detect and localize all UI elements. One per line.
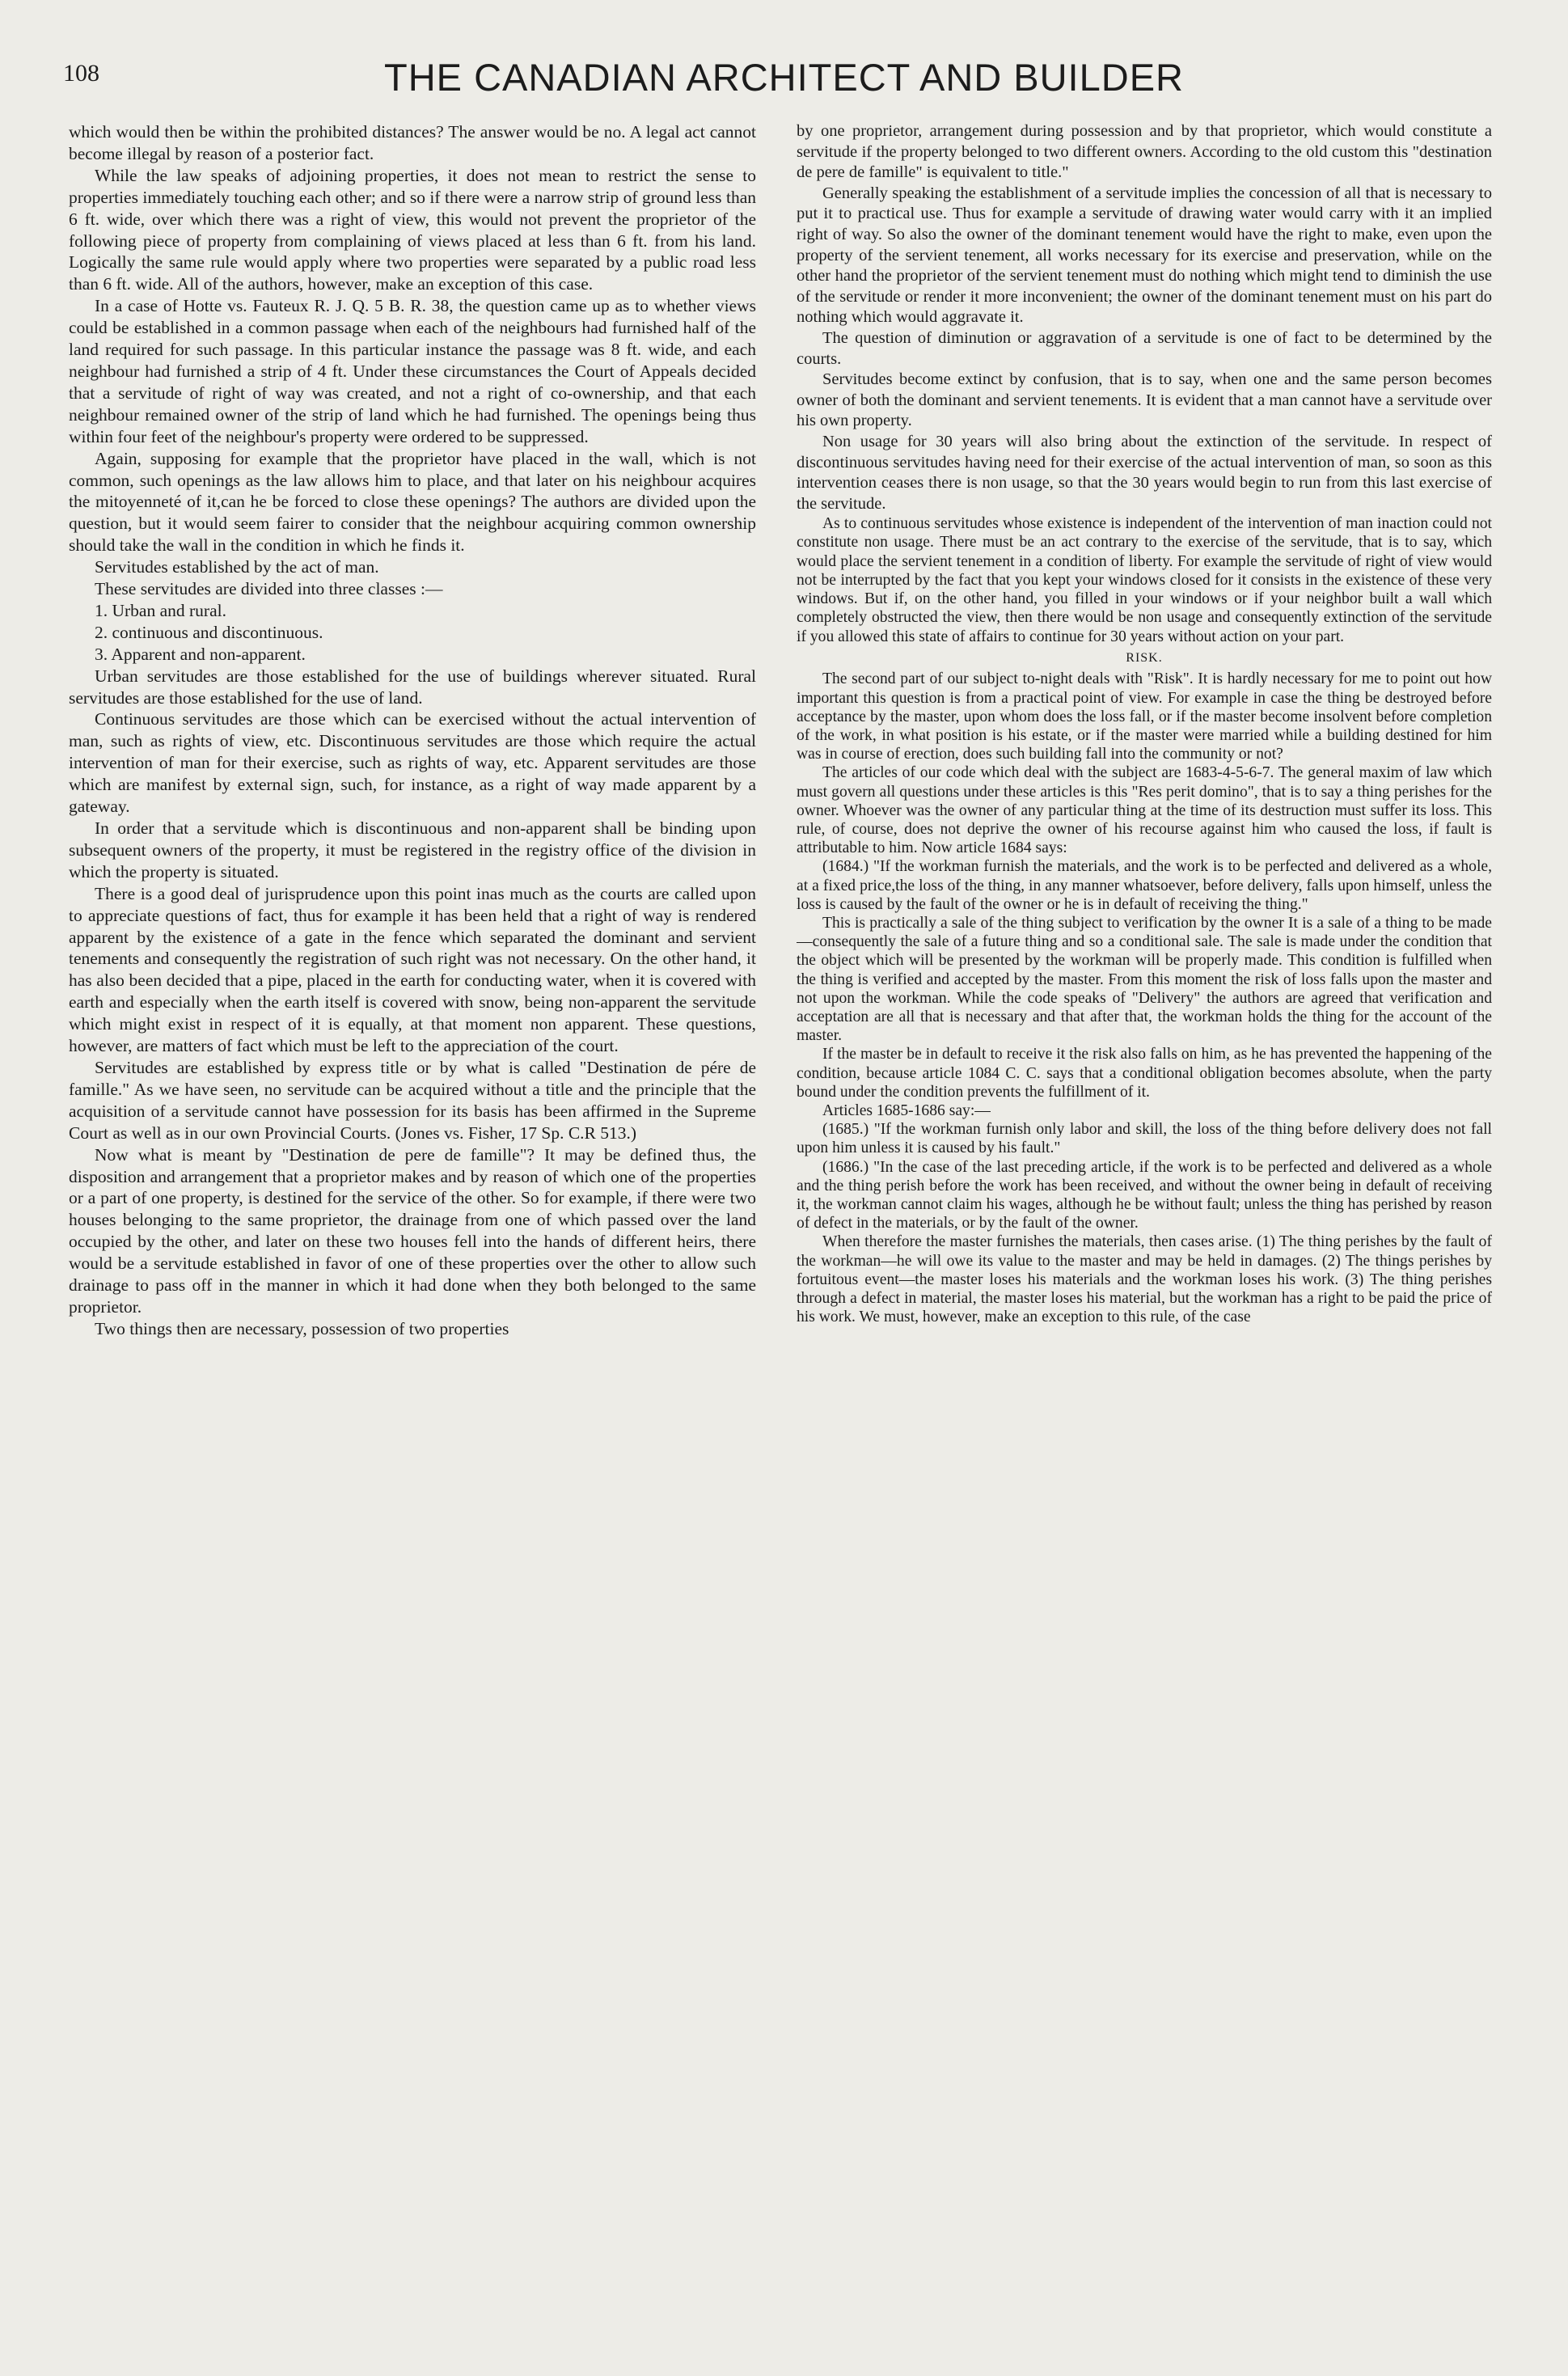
page-number: 108 (63, 60, 99, 87)
paragraph: This is practically a sale of the thing subject to verification by the owner It is a sale of a thing to be made—consequently the sale of a future thing and so a conditional sale. The sale is made under the condition that the object which will be presented by the workman will be properly made. This condition is fulfilled when the thing is verified and accepted by the master. From this moment the risk of loss falls upon the master and not upon the workman. While the code speaks of "Delivery" the authors are agreed that verification and acceptation are all that is necessary and that after that, the workman holds the thing for the account of the master. (797, 914, 1492, 1045)
paragraph: (1684.) "If the workman furnish the materials, and the work is to be perfected and delivered as a whole, at a fixed price,the loss of the thing, in any manner whatsoever, before delivery, falls upon himself, unless the loss is caused by the fault of the owner or he is in default of receiving the thing." (797, 858, 1492, 913)
list-item: 2. continuous and discontinuous. (95, 622, 323, 642)
paragraph: In a case of Hotte vs. Fauteux R. J. Q. 5 B. R. 38, the question came up as to whether views could be established in a common passage when each of the neighbours had furnished half of the land required for such passage. In this particular instance the passage was 8 ft. wide, and each neighbour had furnished a strip of 4 ft. Under these circumstances the Court of Appeals decided that a servitude of right of way was created, and not a right of co-ownership, and that each neighbour remained owner of the strip of land which he had furnished. The openings being thus within four feet of the neighbour's property were ordered to be suppressed. (69, 296, 756, 446)
list-item: 3. Apparent and non-apparent. (95, 644, 306, 664)
paragraph: Servitudes established by the act of man. (95, 557, 379, 577)
running-title: THE CANADIAN ARCHITECT AND BUILDER (384, 56, 1184, 99)
list-item: 1. Urban and rural. (95, 600, 226, 620)
paragraph: Servitudes become extinct by confusion, that is to say, when one and the same person becomes owner of both the dominant and servient tenements. It is evident that a man cannot have a servitude over his own property. (797, 370, 1492, 430)
paragraph: Non usage for 30 years will also bring about the extinction of the servitude. In respect of discontinuous servitudes having need for their exercise of the actual intervention of man, so soon as this intervention ceases there is non usage, so that the 30 years would begin to run from this last exercise of the servitude. (797, 432, 1492, 513)
right-column (797, 121, 1492, 2344)
paragraph: Generally speaking the establishment of a servitude implies the concession of all that is necessary to put it to practical use. Thus for example a servitude of drawing water would carry with it an implied right of way. So also the owner of the dominant tenement would have the right to make, even upon the property of the servient tenement, all works necessary for its exercise and preservation, while on the other hand the proprietor of the servient tenement must do nothing which might tend to diminish the use of the servitude or render it more inconvenient; the owner of the dominant tenement must on his part do nothing which would aggravate it. (797, 184, 1492, 327)
paragraph: These servitudes are divided into three classes :— (95, 579, 443, 599)
paragraph: As to continuous servitudes whose existence is independent of the intervention of man inaction could not constitute non usage. There must be an act contrary to the exercise of the servitude, that is to say, which would place the servient tenement in a condition of liberty. For example the servitude of right of view would not be interrupted by the fact that you kept your windows closed for it consists in the existence of these very windows. But if, on the other hand, you filled in your windows or if your neighbor built a wall which completely obstructed the view, then there would be non usage and consequently extinction of the servitude if you allowed this state of affairs to continue for 30 years without action on your part. (797, 515, 1492, 645)
paragraph: (1685.) "If the workman furnish only labor and skill, the loss of the thing before delivery does not fall upon him unless it is caused by his fault." (797, 1121, 1492, 1157)
paragraph: The articles of our code which deal with the subject are 1683-4-5-6-7. The general maxim of law which must govern all questions under these articles is this "Res perit domino", that is to say a thing perishes for the owner. Whoever was the owner of any particular thing at the time of its destruction must suffer its loss. This rule, of course, does not deprive the owner of his recourse against him who caused the loss, if fault is attributable to him. Now article 1684 says: (797, 764, 1492, 857)
paragraph: Again, supposing for example that the proprietor have placed in the wall, which is not common, such openings as the law allows him to place, and that later on his neighbour acquires the mitoyenneté of it,can he be forced to close these openings? The authors are divided upon the question, but it would seem fairer to consider that the neighbour acquiring common ownership should take the wall in the condition in which he finds it. (69, 448, 756, 556)
paragraph: While the law speaks of adjoining properties, it does not mean to restrict the sense to properties immediately touching each other; and so if there were a narrow strip of ground less than 6 ft. wide, over which there was a right of view, this would not prevent the proprietor of the following piece of property from complaining of views placed at less than 6 ft. from his land. Logically the same rule would apply where two properties were separated by a public road less than 6 ft. wide. All of the authors, however, make an exception of this case. (69, 165, 756, 294)
paragraph: When therefore the master furnishes the materials, then cases arise. (1) The thing perishes by the fault of the workman—he will owe its value to the master and may be held in damages. (2) The things perishes by fortuitous event—the master loses his materials and the workman loses his work. (3) The thing perishes through a defect in material, the master loses his material, but the workman has a right to be paid the price of his work. We must, however, make an exception to this rule, of the case (797, 1233, 1492, 1326)
paragraph: which would then be within the prohibited distances? The answer would be no. A legal act cannot become illegal by reason of a posterior fact. (69, 122, 756, 163)
paragraph: by one proprietor, arrangement during possession and by that proprietor, which would constitute a servitude if the property belonged to two different owners. According to the old custom this "destination de pere de famille" is equivalent to title." (797, 122, 1492, 182)
paragraph: If the master be in default to receive it the risk also falls on him, as he has prevented the happening of the condition, because article 1084 C. C. says that a conditional obligation becomes absolute, when the party bound under the condition prevents the fulfillment of it. (797, 1046, 1492, 1101)
paragraph: In order that a servitude which is discontinuous and non-apparent shall be binding upon subsequent owners of the property, it must be registered in the registry office of the division in which the property is situated. (69, 818, 756, 881)
section-heading: RISK. (1126, 650, 1163, 665)
paragraph: There is a good deal of jurisprudence upon this point inas much as the courts are called upon to appreciate questions of fact, thus for example it has been held that a right of way is rendered apparent by the existence of a gate in the fence which separated the dominant and servient tenements and consequently the registration of such right was not necessary. On the other hand, it has also been decided that a pipe, placed in the earth for conducting water, when it is covered with earth and especially when the earth itself is covered with snow, being non-apparent the servitude which might exist in respect of it is equally, at that moment non apparent. These questions, however, are matters of fact which must be left to the appreciation of the court. (69, 883, 756, 1056)
paragraph: Continuous servitudes are those which can be exercised without the actual intervention of man, such as rights of view, etc. Discontinuous servitudes are those which require the actual intervention of man for their exercise, such as rights of way, etc. Apparent servitudes are those which are manifest by external sign, such, for instance, as a right of way made apparent by a gateway. (69, 709, 756, 817)
paragraph: The question of diminution or aggravation of a servitude is one of fact to be determined by the courts. (797, 328, 1492, 368)
paragraph: Servitudes are established by express title or by what is called "Destination de pére de famille." As we have seen, no servitude can be acquired without a title and the principle that the acquisition of a servitude cannot have possession for its basis has been affirmed in the Supreme Court as well as in our own Provincial Courts. (Jones vs. Fisher, 17 Sp. C.R 513.) (69, 1057, 756, 1143)
paragraph: Urban servitudes are those established for the use of buildings wherever situated. Rural servitudes are those established for the use of land. (69, 666, 756, 708)
paragraph: The second part of our subject to-night deals with "Risk". It is hardly necessary for me to point out how important this question is from a practical point of view. For example in case the thing be destroyed before acceptance by the master, upon whom does the loss fall, or if the master become insolvent before completion of the work, in what position is his estate, or if the master were married while a building destined for him was in course of erection, does such building fall into the community or not? (797, 670, 1492, 763)
paragraph: Two things then are necessary, possession of two properties (95, 1318, 509, 1338)
left-column (69, 121, 756, 2344)
paragraph: (1686.) "In the case of the last preceding article, if the work is to be perfected and delivered as a whole and the thing perish before the work has been received, and without the owner being in default of receiving it, the workman cannot claim his wages, although he be without fault; unless the thing has perished by reason of defect in the materials, or by the fault of the owner. (797, 1158, 1492, 1232)
paragraph: Articles 1685-1686 say:— (822, 1101, 991, 1119)
paragraph: Now what is meant by "Destination de pere de famille"? It may be defined thus, the disposition and arrangement that a proprietor makes and by reason of which one of the properties or a part of one property, is destined for the service of the other. So for example, if there were two houses belonging to the same proprietor, the drainage from one of which passed over the land occupied by the other, and later on these two houses fell into the hands of different heirs, there would be a servitude established in favor of one of these properties over the other to allow such drainage to pass off in the manner in which it had done when they both belonged to the same proprietor. (69, 1144, 756, 1317)
page-header (57, 55, 1511, 107)
